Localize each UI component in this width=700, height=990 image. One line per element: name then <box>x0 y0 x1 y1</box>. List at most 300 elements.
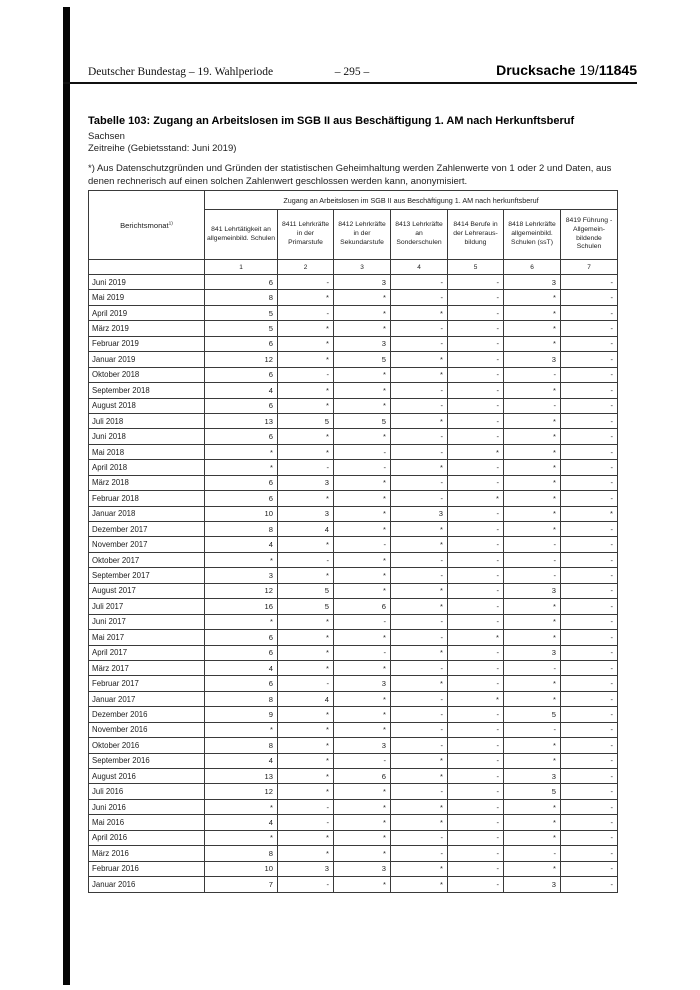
row-header-footnote-marker: 1) <box>168 220 173 226</box>
cell-value: * <box>278 444 334 459</box>
cell-value: - <box>391 383 448 398</box>
cell-value: 5 <box>205 305 278 320</box>
cell-value: - <box>561 877 618 892</box>
cell-value: - <box>278 676 334 691</box>
table-row <box>89 630 618 645</box>
table-row <box>89 305 618 320</box>
scan-artifact-bar <box>63 7 70 985</box>
row-month-label: Mai 2019 <box>89 290 205 305</box>
table-row <box>89 444 618 459</box>
cell-value: * <box>334 877 391 892</box>
cell-value: * <box>334 707 391 722</box>
cell-value: - <box>334 444 391 459</box>
cell-value: - <box>448 460 504 475</box>
cell-value: * <box>504 599 561 614</box>
cell-value: * <box>391 367 448 382</box>
row-header-cell <box>89 191 205 260</box>
row-month-label: November 2017 <box>89 537 205 552</box>
row-month-label: September 2016 <box>89 753 205 768</box>
cell-value: - <box>561 383 618 398</box>
cell-value: - <box>504 552 561 567</box>
drucksache-session: 19/ <box>579 62 599 78</box>
cell-value: - <box>561 475 618 490</box>
cell-value: - <box>561 599 618 614</box>
row-month-label: Juni 2017 <box>89 614 205 629</box>
cell-value: - <box>448 676 504 691</box>
cell-value: 6 <box>205 491 278 506</box>
cell-value: - <box>391 552 448 567</box>
row-month-label: Mai 2016 <box>89 815 205 830</box>
cell-value: - <box>448 830 504 845</box>
region-label: Sachsen <box>88 131 125 142</box>
cell-value: - <box>391 830 448 845</box>
cell-value: - <box>278 799 334 814</box>
row-month-label: Oktober 2016 <box>89 738 205 753</box>
row-month-label: Januar 2018 <box>89 506 205 521</box>
cell-value: * <box>391 305 448 320</box>
bundestag-header-label: Deutscher Bundestag – 19. Wahlperiode <box>88 66 274 78</box>
cell-value: * <box>334 722 391 737</box>
column-number: 3 <box>334 260 391 275</box>
cell-value: * <box>278 321 334 336</box>
cell-value: * <box>504 491 561 506</box>
cell-value: - <box>561 799 618 814</box>
cell-value: - <box>448 398 504 413</box>
cell-value: * <box>391 877 448 892</box>
cell-value: - <box>561 722 618 737</box>
cell-value: - <box>391 738 448 753</box>
row-month-label: Juli 2016 <box>89 784 205 799</box>
cell-value: - <box>561 630 618 645</box>
cell-value: - <box>448 537 504 552</box>
cell-value: * <box>278 753 334 768</box>
cell-value: 6 <box>205 275 278 290</box>
cell-value: * <box>391 815 448 830</box>
cell-value: * <box>448 444 504 459</box>
table-row <box>89 398 618 413</box>
table-row <box>89 367 618 382</box>
table-row <box>89 861 618 876</box>
cell-value: - <box>504 568 561 583</box>
cell-value: * <box>334 815 391 830</box>
row-month-label: Februar 2019 <box>89 336 205 351</box>
cell-value: 16 <box>205 599 278 614</box>
table-row <box>89 537 618 552</box>
cell-value: - <box>448 413 504 428</box>
cell-value: - <box>391 475 448 490</box>
cell-value: - <box>448 506 504 521</box>
cell-value: - <box>561 321 618 336</box>
cell-value: - <box>334 753 391 768</box>
cell-value: - <box>448 568 504 583</box>
cell-value: - <box>391 290 448 305</box>
cell-value: - <box>561 444 618 459</box>
cell-value: * <box>334 321 391 336</box>
cell-value: * <box>391 769 448 784</box>
cell-value: - <box>391 336 448 351</box>
cell-value: 12 <box>205 583 278 598</box>
cell-value: - <box>334 645 391 660</box>
cell-value: - <box>391 722 448 737</box>
cell-value: 3 <box>504 583 561 598</box>
row-month-label: Februar 2016 <box>89 861 205 876</box>
table-row <box>89 753 618 768</box>
cell-value: * <box>334 691 391 706</box>
cell-value: - <box>448 861 504 876</box>
cell-value: - <box>334 460 391 475</box>
cell-value: 6 <box>334 769 391 784</box>
cell-value: - <box>448 660 504 675</box>
cell-value: 3 <box>278 475 334 490</box>
cell-value: - <box>391 398 448 413</box>
cell-value: - <box>448 429 504 444</box>
cell-value: - <box>561 352 618 367</box>
cell-value: 5 <box>278 413 334 428</box>
table-row <box>89 877 618 892</box>
cell-value: * <box>278 568 334 583</box>
cell-value: 3 <box>278 861 334 876</box>
cell-value: * <box>278 830 334 845</box>
cell-value: - <box>448 336 504 351</box>
cell-value: * <box>504 475 561 490</box>
cell-value: 12 <box>205 352 278 367</box>
cell-value: - <box>448 846 504 861</box>
row-month-label: August 2017 <box>89 583 205 598</box>
cell-value: 3 <box>205 568 278 583</box>
cell-value: - <box>561 830 618 845</box>
cell-value: * <box>391 583 448 598</box>
cell-value: - <box>391 321 448 336</box>
cell-value: * <box>334 383 391 398</box>
cell-value: 5 <box>334 413 391 428</box>
column-number: 1 <box>205 260 278 275</box>
table-row <box>89 846 618 861</box>
cell-value: * <box>278 491 334 506</box>
row-month-label: Oktober 2018 <box>89 367 205 382</box>
row-month-label: August 2018 <box>89 398 205 413</box>
cell-value: * <box>448 491 504 506</box>
row-month-label: Mai 2018 <box>89 444 205 459</box>
cell-value: 4 <box>205 383 278 398</box>
cell-value: * <box>205 799 278 814</box>
cell-value: * <box>334 398 391 413</box>
cell-value: - <box>561 738 618 753</box>
cell-value: * <box>504 321 561 336</box>
row-month-label: April 2018 <box>89 460 205 475</box>
cell-value: 3 <box>278 506 334 521</box>
cell-value: 3 <box>504 645 561 660</box>
cell-value: * <box>391 645 448 660</box>
cell-value: * <box>278 429 334 444</box>
cell-value: - <box>561 460 618 475</box>
cell-value: - <box>448 877 504 892</box>
cell-value: 6 <box>205 429 278 444</box>
cell-value: - <box>561 305 618 320</box>
cell-value: * <box>391 352 448 367</box>
cell-value: * <box>278 645 334 660</box>
cell-value: 5 <box>334 352 391 367</box>
table-row <box>89 429 618 444</box>
cell-value: 5 <box>278 583 334 598</box>
cell-value: - <box>448 799 504 814</box>
cell-value: - <box>448 475 504 490</box>
cell-value: 3 <box>334 336 391 351</box>
drucksache-label <box>496 62 637 78</box>
cell-value: - <box>448 522 504 537</box>
cell-value: * <box>504 738 561 753</box>
cell-value: * <box>278 614 334 629</box>
cell-value: - <box>448 599 504 614</box>
row-month-label: Juni 2018 <box>89 429 205 444</box>
cell-value: - <box>448 707 504 722</box>
table-row <box>89 383 618 398</box>
cell-value: 6 <box>205 630 278 645</box>
cell-value: * <box>278 290 334 305</box>
cell-value: - <box>391 614 448 629</box>
cell-value: - <box>504 722 561 737</box>
cell-value: 13 <box>205 413 278 428</box>
column-number: 6 <box>504 260 561 275</box>
cell-value: * <box>504 506 561 521</box>
cell-value: * <box>334 367 391 382</box>
cell-value: * <box>334 522 391 537</box>
cell-value: 4 <box>205 537 278 552</box>
row-month-label: April 2017 <box>89 645 205 660</box>
row-month-label: November 2016 <box>89 722 205 737</box>
cell-value: * <box>205 552 278 567</box>
cell-value: - <box>561 568 618 583</box>
cell-value: - <box>278 460 334 475</box>
column-number-empty <box>89 260 205 275</box>
cell-value: - <box>278 877 334 892</box>
cell-value: - <box>448 383 504 398</box>
cell-value: - <box>504 846 561 861</box>
cell-value: * <box>278 722 334 737</box>
table-row <box>89 660 618 675</box>
cell-value: 13 <box>205 769 278 784</box>
cell-value: - <box>334 537 391 552</box>
cell-value: - <box>504 367 561 382</box>
cell-value: - <box>561 676 618 691</box>
cell-value: * <box>334 846 391 861</box>
cell-value: - <box>561 336 618 351</box>
cell-value: 6 <box>205 367 278 382</box>
row-month-label: Juni 2016 <box>89 799 205 814</box>
row-month-label: Januar 2019 <box>89 352 205 367</box>
cell-value: - <box>561 367 618 382</box>
cell-value: - <box>448 722 504 737</box>
cell-value: - <box>561 290 618 305</box>
cell-value: 3 <box>504 877 561 892</box>
drucksache-number: 11845 <box>598 62 637 78</box>
cell-value: 4 <box>205 815 278 830</box>
table-header <box>89 191 618 275</box>
column-number: 4 <box>391 260 448 275</box>
cell-value: - <box>561 784 618 799</box>
table-row <box>89 475 618 490</box>
cell-value: * <box>391 460 448 475</box>
cell-value: - <box>278 815 334 830</box>
cell-value: 6 <box>334 599 391 614</box>
cell-value: 5 <box>278 599 334 614</box>
column-number: 7 <box>561 260 618 275</box>
column-number: 2 <box>278 260 334 275</box>
cell-value: - <box>561 429 618 444</box>
cell-value: * <box>334 506 391 521</box>
data-table <box>88 190 618 893</box>
cell-value: * <box>504 691 561 706</box>
row-month-label: Dezember 2016 <box>89 707 205 722</box>
cell-value: 3 <box>334 861 391 876</box>
row-month-label: April 2016 <box>89 830 205 845</box>
cell-value: * <box>334 583 391 598</box>
table-row <box>89 321 618 336</box>
cell-value: * <box>334 630 391 645</box>
row-month-label: März 2019 <box>89 321 205 336</box>
row-month-label: August 2016 <box>89 769 205 784</box>
cell-value: * <box>391 861 448 876</box>
cell-value: * <box>334 568 391 583</box>
table-row <box>89 552 618 567</box>
cell-value: * <box>504 383 561 398</box>
table-row <box>89 676 618 691</box>
table-title: Tabelle 103: Zugang an Arbeitslosen im SGB II aus Beschäftigung 1. AM nach Herkunftsberuf <box>88 115 575 127</box>
cell-value: 5 <box>205 321 278 336</box>
cell-value: - <box>448 738 504 753</box>
row-month-label: März 2018 <box>89 475 205 490</box>
column-header: 8414 Berufe in der Lehreraus- bildung <box>448 210 504 260</box>
table-row <box>89 506 618 521</box>
cell-value: - <box>561 660 618 675</box>
cell-value: * <box>278 630 334 645</box>
table-row <box>89 645 618 660</box>
cell-value: * <box>278 660 334 675</box>
cell-value: * <box>504 614 561 629</box>
cell-value: - <box>504 660 561 675</box>
row-month-label: Juli 2018 <box>89 413 205 428</box>
series-note: Zeitreihe (Gebietsstand: Juni 2019) <box>88 143 237 154</box>
cell-value: - <box>448 275 504 290</box>
table-row <box>89 815 618 830</box>
row-month-label: Oktober 2017 <box>89 552 205 567</box>
cell-value: - <box>448 552 504 567</box>
row-month-label: September 2018 <box>89 383 205 398</box>
cell-value: - <box>561 846 618 861</box>
cell-value: 6 <box>205 336 278 351</box>
cell-value: 4 <box>278 691 334 706</box>
cell-value: - <box>391 707 448 722</box>
cell-value: * <box>278 738 334 753</box>
spanning-header: Zugang an Arbeitslosen im SGB II aus Beschäftigung 1. AM nach herkunftsberuf <box>205 191 618 210</box>
cell-value: - <box>278 367 334 382</box>
cell-value: - <box>561 491 618 506</box>
cell-value: * <box>278 846 334 861</box>
table-row <box>89 830 618 845</box>
footnote-text: *) Aus Datenschutzgründen und Gründen der statistischen Geheimhaltung werden Zahlenwerte von 1 oder 2 und Daten, aus denen rechnerisch auf einen solchen Zahlenwert geschlossen werden kann, anonymisiert. <box>88 163 612 187</box>
cell-value: - <box>561 275 618 290</box>
table-row <box>89 290 618 305</box>
table-row <box>89 352 618 367</box>
cell-value: - <box>448 321 504 336</box>
cell-value: - <box>391 568 448 583</box>
cell-value: 10 <box>205 506 278 521</box>
cell-value: 6 <box>205 676 278 691</box>
cell-value: * <box>278 537 334 552</box>
cell-value: 3 <box>504 275 561 290</box>
column-header: 8419 Führung - Allgemein- bildende Schulen <box>561 210 618 260</box>
row-month-label: Januar 2016 <box>89 877 205 892</box>
cell-value: * <box>334 429 391 444</box>
cell-value: 8 <box>205 738 278 753</box>
row-month-label: März 2017 <box>89 660 205 675</box>
column-header: 841 Lehrtätigkeit an allgemeinbild. Schulen <box>205 210 278 260</box>
cell-value: - <box>391 491 448 506</box>
cell-value: 4 <box>205 660 278 675</box>
cell-value: - <box>561 522 618 537</box>
cell-value: 8 <box>205 522 278 537</box>
table-row <box>89 614 618 629</box>
cell-value: * <box>504 460 561 475</box>
row-month-label: Juni 2019 <box>89 275 205 290</box>
cell-value: 3 <box>334 738 391 753</box>
header-divider-rule <box>63 82 637 84</box>
cell-value: * <box>278 352 334 367</box>
cell-value: - <box>561 398 618 413</box>
column-number: 5 <box>448 260 504 275</box>
cell-value: * <box>504 522 561 537</box>
table-row <box>89 599 618 614</box>
cell-value: * <box>205 722 278 737</box>
table-row <box>89 738 618 753</box>
cell-value: * <box>448 691 504 706</box>
cell-value: * <box>334 552 391 567</box>
cell-value: 12 <box>205 784 278 799</box>
column-header: 8413 Lehrkräfte an Sonderschulen <box>391 210 448 260</box>
cell-value: * <box>334 491 391 506</box>
cell-value: - <box>448 784 504 799</box>
cell-value: 6 <box>205 398 278 413</box>
page-number: – 295 – <box>334 66 370 78</box>
cell-value: - <box>278 552 334 567</box>
cell-value: * <box>205 614 278 629</box>
cell-value: * <box>504 753 561 768</box>
table-row <box>89 336 618 351</box>
cell-value: * <box>278 336 334 351</box>
cell-value: - <box>448 614 504 629</box>
cell-value: - <box>504 537 561 552</box>
drucksache-word: Drucksache <box>496 62 580 78</box>
cell-value: - <box>391 429 448 444</box>
column-header: 8418 Lehrkräfte allgemeinbild. Schulen (ssT) <box>504 210 561 260</box>
row-month-label: September 2017 <box>89 568 205 583</box>
cell-value: - <box>561 861 618 876</box>
cell-value: 9 <box>205 707 278 722</box>
row-month-label: April 2019 <box>89 305 205 320</box>
cell-value: - <box>334 614 391 629</box>
cell-value: - <box>391 660 448 675</box>
cell-value: * <box>205 444 278 459</box>
table-row <box>89 460 618 475</box>
cell-value: - <box>561 753 618 768</box>
cell-value: - <box>448 290 504 305</box>
cell-value: 8 <box>205 290 278 305</box>
cell-value: 10 <box>205 861 278 876</box>
cell-value: - <box>504 398 561 413</box>
cell-value: * <box>334 799 391 814</box>
row-month-label: Februar 2017 <box>89 676 205 691</box>
cell-value: 5 <box>504 784 561 799</box>
cell-value: - <box>561 815 618 830</box>
